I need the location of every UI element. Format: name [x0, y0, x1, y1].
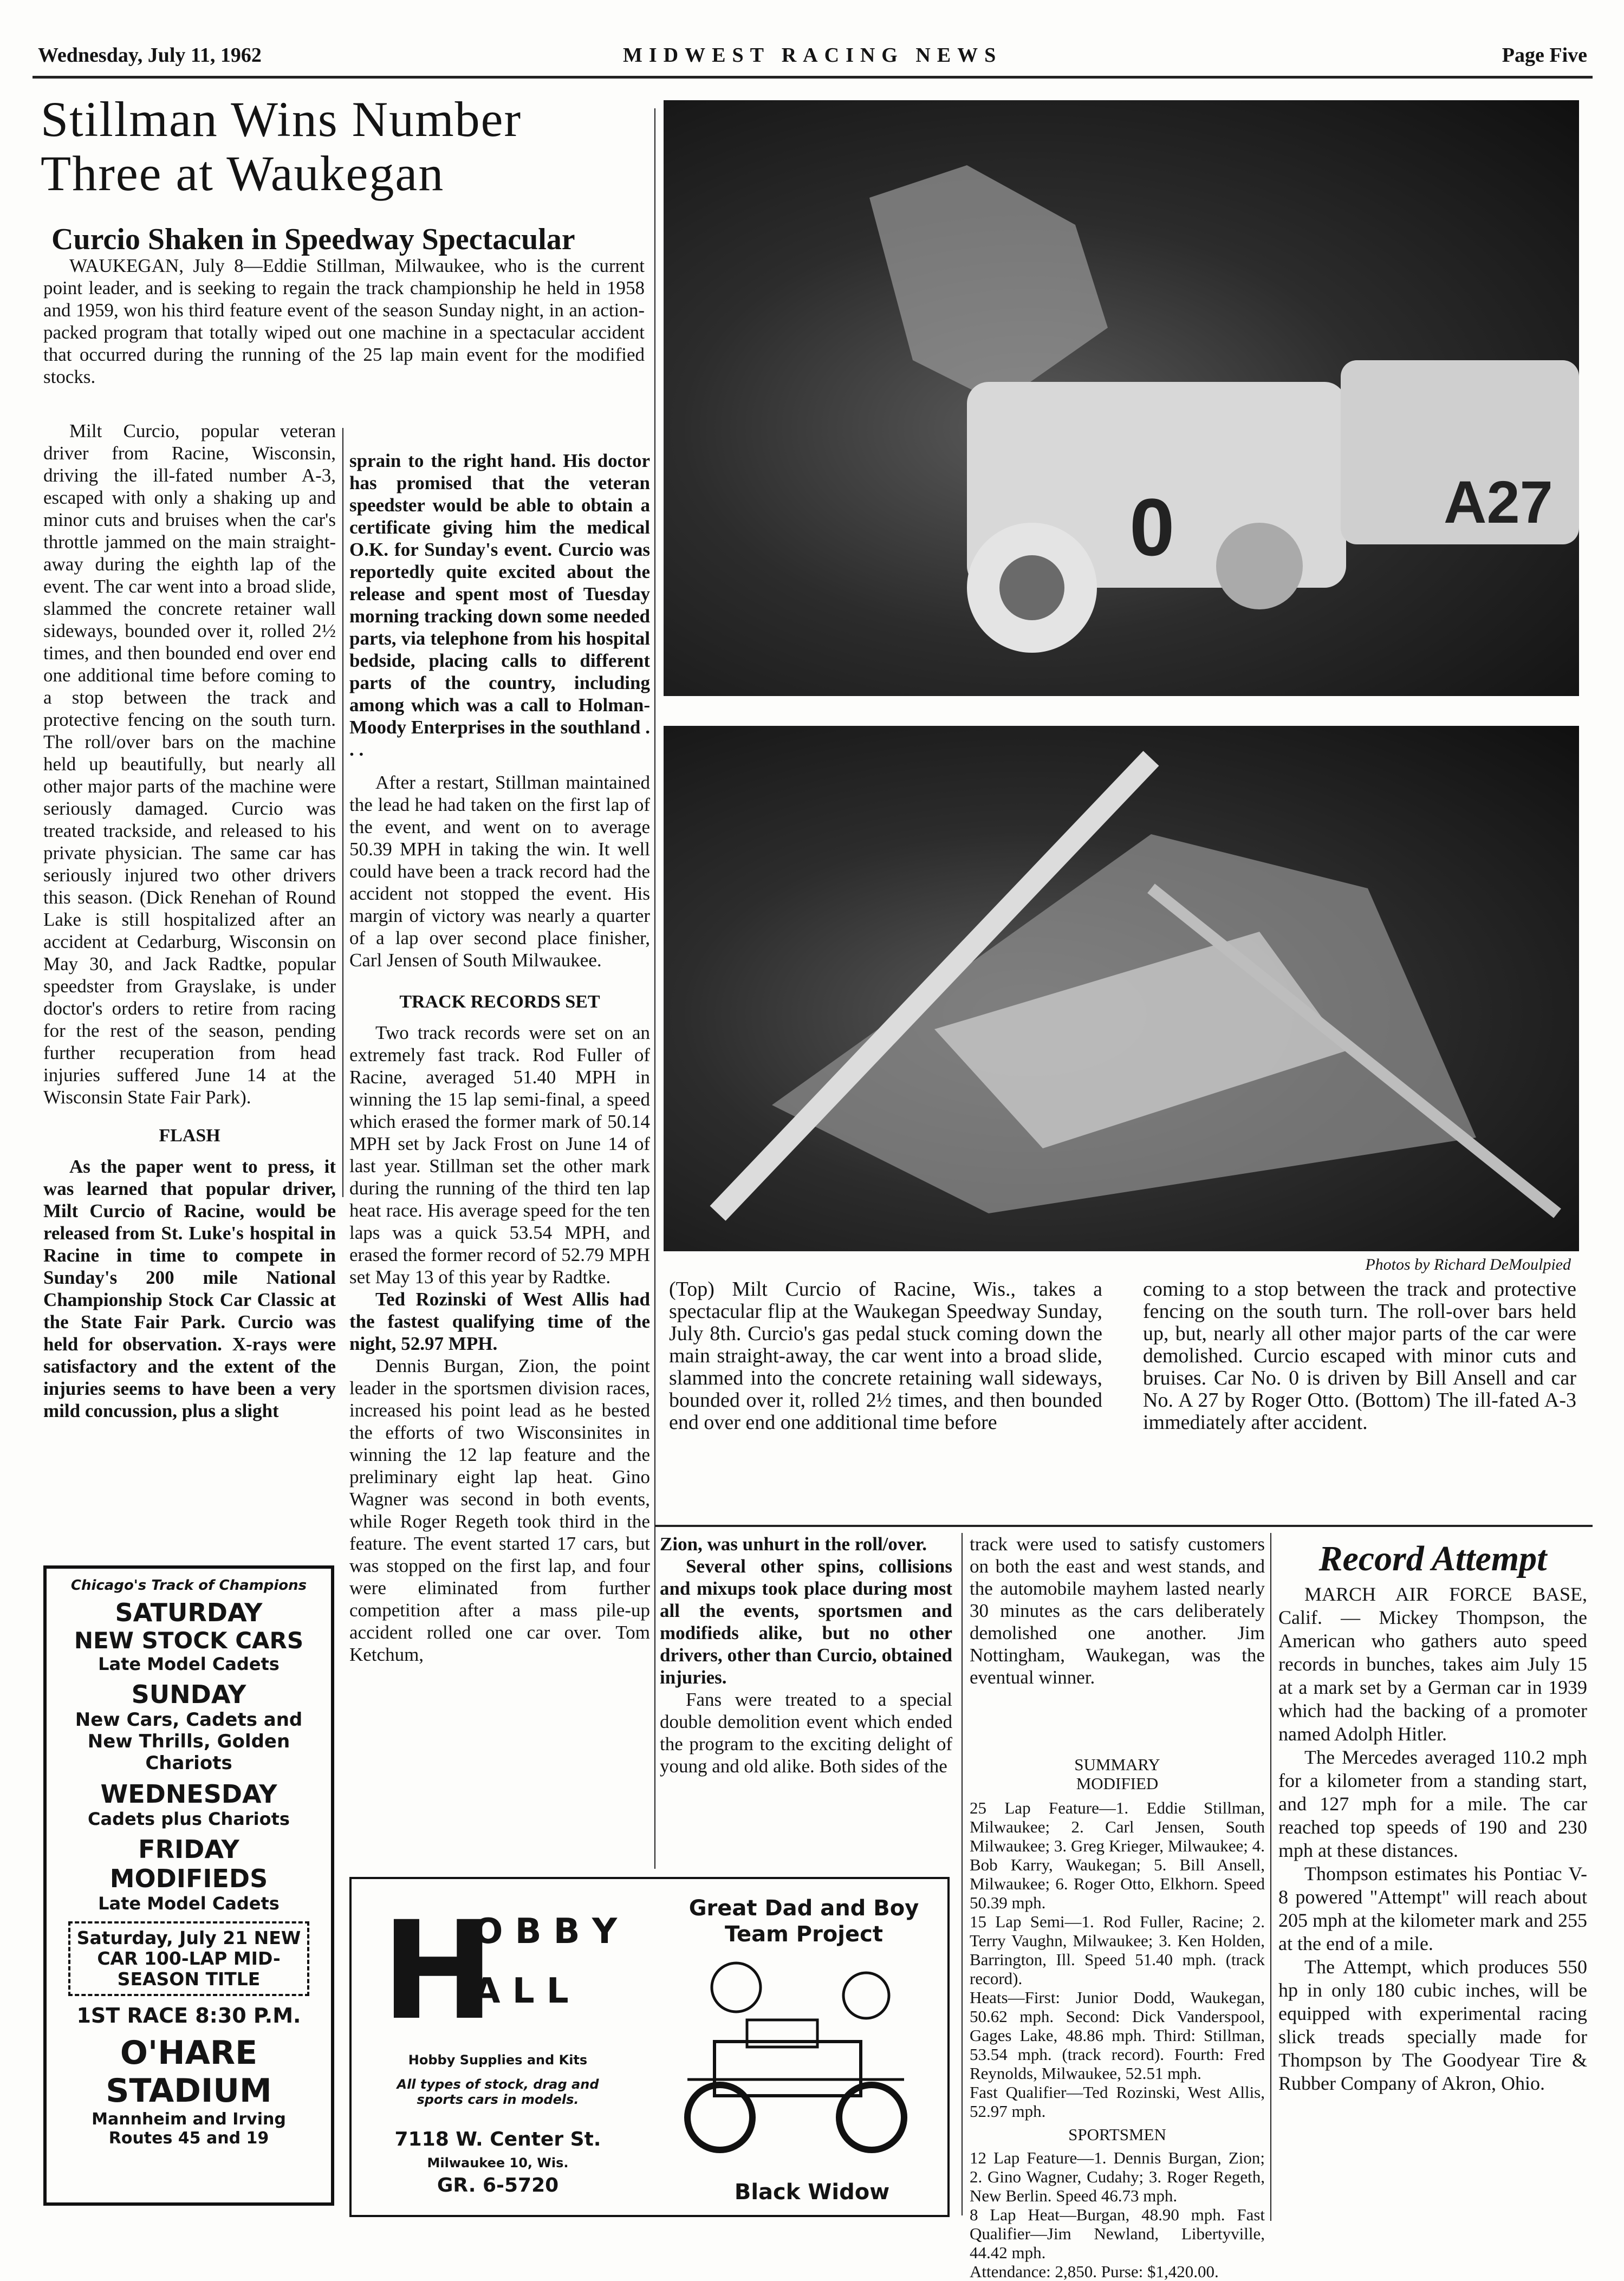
- column-1: [43, 420, 336, 1421]
- flash-text: As the paper went to press, it was learned that popular driver, Milt Curcio of Racine, would be released from St. Luke's hospital in Racine in time to compete in Sunday's 200 mile National Championship Stock Car Classic at the State Fair Park. Curcio was held for observation. X-rays were satisfactory and the extent of the injuries seems to have been a very mild concussion, plus a slight: [43, 1156, 336, 1421]
- hobby-city: Milwaukee 10, Wis.: [427, 2155, 569, 2170]
- sprain-paragraph: sprain to the right hand. His doctor has promised that the veteran speedster would be able to obtain a certificate giving him the medical O.K. for Sunday's event. Curcio was reportedly quite excited about the release and spent most of Tuesday morning tracking down some needed parts, via telephone from his hospital bedside, placing calls to different parts of the country, including among which was a call to Holman-Moody Enterprises in the southland . . .: [349, 450, 650, 760]
- mayhem-paragraph: track were used to satisfy customers on both the east and west stands, and the automobile mayhem lasted nearly 30 minutes as the cars deliberately demolished one another. Jim Nottingham, Waukegan, was the eventual winner.: [970, 1533, 1265, 1688]
- hobby-supplies: Hobby Supplies and Kits: [408, 2052, 588, 2068]
- hobby-phone: GR. 6-5720: [437, 2174, 559, 2196]
- record-paragraph-2: The Mercedes averaged 110.2 mph for a kilometer from a standing start, and 127 mph for a mile. The car reached top speeds of 190 and 230 mph at these distances.: [1278, 1746, 1587, 1861]
- ad-late-model-cadets-2: Late Model Cadets: [98, 1893, 280, 1914]
- subhead: Curcio Shaken in Speedway Spectacular: [51, 223, 575, 256]
- issue-date: Wednesday, July 11, 1962: [38, 44, 262, 67]
- ad-address: Mannheim and Irving Routes 45 and 19: [92, 2110, 286, 2148]
- summary-feature: 25 Lap Feature—1. Eddie Stillman, Milwaukee; 2. Carl Jensen, South Milwaukee; 3. Greg Krieger, Milwaukee; 4. Bob Karry, Waukegan; 5. Bill Ansell, Milwaukee; 6. Roger Otto, Elkhorn. Speed 50.39 mph.: [970, 1798, 1265, 1912]
- results-summary: [970, 1755, 1265, 2281]
- photo-credit: Photos by Richard DeMoulpied: [1365, 1256, 1571, 1273]
- ad-title-race-box: Saturday, July 21 NEW CAR 100-LAP MID-SEASON TITLE: [68, 1921, 309, 1996]
- hobby-all: A L L: [473, 1971, 569, 2011]
- hobby-promo: Great Dad and Boy Team Project: [688, 1896, 919, 1947]
- ohare-stadium-ad: [43, 1565, 334, 2206]
- spins-paragraph: Several other spins, collisions and mixups took place during most all the events, sportsmen and modifieds alike, but no other drivers, other than Curcio, obtained injuries.: [660, 1556, 952, 1688]
- column-rule-3: [962, 1533, 963, 2215]
- hobby-models: All types of stock, drag and sports cars in models.: [397, 2077, 599, 2107]
- column-rule-4: [1270, 1533, 1271, 2221]
- ad-wednesday: WEDNESDAY: [100, 1779, 277, 1809]
- ad-sunday: SUNDAY: [131, 1680, 246, 1709]
- ad-sunday-detail: New Cars, Cadets and New Thrills, Golden Chariots: [75, 1709, 303, 1774]
- page-number: Page Five: [1502, 44, 1587, 67]
- car-number-0: 0: [1129, 482, 1175, 573]
- burgan-paragraph: Dennis Burgan, Zion, the point leader in the sportsmen division races, increased his point lead as he bested the efforts of two Wisconsinites in winning the 12 lap feature and the preliminary eight lap heat. Gino Wagner was second in both events, while Roger Regeth took third in the feature. The event started 17 cars, but was stopped on the first lap, and four were eliminated from further competition after a mass pile-up accident rolled one car over. Tom Ketchum,: [349, 1355, 650, 1665]
- column-rule-2: [654, 108, 655, 1869]
- curcio-paragraph: Milt Curcio, popular veteran driver from Racine, Wisconsin, driving the ill-fated number A-3, escaped with only a shaking up and minor cuts and bruises when the car's throttle jammed on the main straight-away during the eighth lap of the event. The car went into a broad slide, slammed the concrete retainer wall sideways, bounded over it, rolled 2½ times, and then bounded end over end one additional time before coming to a stop between the track and protective fencing on the south turn. The roll/over bars on the machine held up beautifully, but nearly all other major parts of the machine were seriously damaged. Curcio was treated trackside, and released to his private physician. The same car has seriously injured two other drivers this season. (Dick Renehan of Round Lake is still hospitalized after an accident at Cedarburg, Wisconsin on May 30, and Jack Radtke, popular speedster from Grayslake, is under doctor's orders to retire from racing for the rest of the season, pending further recuperation from head injuries suffered June 14 at the Wisconsin State Fair Park).: [43, 420, 336, 1108]
- flash-title: FLASH: [159, 1126, 220, 1146]
- paper-name: MIDWEST RACING NEWS: [623, 44, 1003, 67]
- lead-paragraph: [43, 255, 645, 388]
- records-title: TRACK RECORDS SET: [399, 992, 600, 1012]
- record-title: Record Attempt: [1318, 1539, 1547, 1578]
- ad-first-race: 1ST RACE 8:30 P.M.: [76, 2004, 301, 2027]
- caption-bottom-rule: [655, 1525, 1593, 1527]
- record-paragraph-3: Thompson estimates his Pontiac V-8 powered "Attempt" will reach about 205 mph at the kilometer mark and 255 at the end of a mile.: [1278, 1863, 1587, 1954]
- column-4: [970, 1533, 1265, 1688]
- summary-semi: 15 Lap Semi—1. Rod Fuller, Racine; 2. Terry Vaughn, Milwaukee; 3. Ken Holden, Barrington, Ill. Speed 51.40 mph. (track record).: [970, 1912, 1265, 1988]
- photo-top-illustration: [664, 100, 1579, 696]
- summary-subtitle: MODIFIED: [1076, 1774, 1159, 1793]
- masthead: [38, 43, 1587, 78]
- sportsmen-feature: 12 Lap Feature—1. Dennis Burgan, Zion; 2. Gino Wagner, Cudahy; 3. Roger Regeth, New Berlin. Speed 46.73 mph.: [970, 2148, 1265, 2205]
- record-paragraph-4: The Attempt, which produces 550 hp in only 180 cubic inches, will be equipped with experimental racing slick treads specially made for Thompson by The Goodyear Tire & Rubber Company of Akron, Ohio.: [1278, 1956, 1587, 2094]
- photo-caption-left: (Top) Milt Curcio of Racine, Wis., takes a spectacular flip at the Waukegan Speedway Sunday, July 8th. Curcio's gas pedal stuck coming down the main straight-away, the car went into a broad slide, slammed into the concrete retaining wall sideways, bounded over it, rolled 2½ times, and then bounded end over end one additional time before: [669, 1278, 1102, 1434]
- headline: [41, 92, 647, 200]
- ketchum-paragraph: Zion, was unhurt in the roll/over.: [660, 1533, 927, 1555]
- ad-saturday: SATURDAY: [115, 1598, 263, 1627]
- summary-fast-qualifier: Fast Qualifier—Ted Rozinski, West Allis, 52.97 mph.: [970, 2083, 1265, 2121]
- summary-heats: Heats—First: Junior Dodd, Waukegan, 50.62 mph. Second: Dick Vanderspool, Gages Lake, 48.86 mph. Third: Stillman, 53.54 mph. (track record). Fourth: Fred Reynolds, Milwaukee, 52.51 mph.: [970, 1988, 1265, 2083]
- column-rule-1: [342, 428, 343, 1197]
- headline-line-1: Stillman Wins Number: [41, 92, 522, 147]
- demolition-paragraph: Fans were treated to a special double demolition event which ended the program to the exciting delight of young and old alike. Both sides of the: [660, 1689, 952, 1777]
- photo-top-flip: [664, 100, 1579, 696]
- attendance: Attendance: 2,850. Purse: $1,420.00.: [970, 2262, 1219, 2281]
- ad-stadium: STADIUM: [106, 2072, 272, 2110]
- hobby-black-widow: Black Widow: [734, 2180, 890, 2205]
- ad-modifieds: MODIFIEDS: [109, 1864, 268, 1893]
- ad-new-stock-cars: NEW STOCK CARS: [74, 1627, 304, 1654]
- headline-line-2: Three at Waukegan: [41, 146, 445, 201]
- sportsmen-heat: 8 Lap Heat—Burgan, 48.90 mph. Fast Qualifier—Jim Newland, Libertyville, 44.42 mph.: [970, 2205, 1265, 2262]
- masthead-rule: [33, 76, 1593, 79]
- hobby-big-h: H: [381, 1892, 495, 2050]
- ad-tagline: Chicago's Track of Champions: [70, 1577, 307, 1594]
- lead-text: WAUKEGAN, July 8—Eddie Stillman, Milwaukee, who is the current point leader, and is seeking to regain the track championship he held in 1958 and 1959, won his third feature event of the season Sunday night, in an action-packed program that totally wiped out one machine in a spectacular accident that occurred during the running of the 25 lap main event for the modified stocks.: [43, 255, 645, 387]
- column-3: [660, 1533, 952, 1874]
- summary-title: SUMMARY: [1074, 1755, 1160, 1774]
- column-2: [349, 450, 650, 1863]
- hobby-obby: O B B Y: [473, 1912, 618, 1952]
- records-paragraph: Two track records were set on an extremely fast track. Rod Fuller of Racine, averaged 51.40 MPH in winning the 15 lap semi-final, a speed which erased the former mark of 50.14 MPH set by Jack Frost on June 14 of last year. Stillman set the other mark during the running of the third ten lap heat race. His average speed for the ten laps was a quick 53.54 MPH, and erased the former record of 52.79 MPH set May 13 of this year by Radtke.: [349, 1022, 650, 1288]
- black-widow-car-drawing: [655, 1955, 937, 2166]
- rozinski-paragraph: Ted Rozinski of West Allis had the fastest qualifying time of the night, 52.97 MPH.: [349, 1289, 650, 1354]
- photo-caption-right: coming to a stop between the track and protective fencing on the south turn. The roll-over bars held up, but, nearly all other major parts of the car were demolished. Curcio escaped with minor cuts and bruises. Car No. 0 is driven by Bill Ansell and car No. A 27 by Roger Otto. (Bottom) The ill-fated A-3 immediately after accident.: [1143, 1278, 1576, 1434]
- hobby-street: 7118 W. Center St.: [394, 2128, 601, 2150]
- photo-bottom-illustration: [664, 726, 1579, 1251]
- car-number-a27: A27: [1444, 469, 1553, 536]
- record-attempt-story: [1278, 1538, 1587, 2095]
- ad-friday: FRIDAY: [138, 1835, 239, 1864]
- sportsmen-title: SPORTSMEN: [1068, 2125, 1166, 2144]
- photo-bottom-wreck: [664, 726, 1579, 1251]
- ad-ohare: O'HARE: [120, 2034, 258, 2072]
- record-paragraph-1: MARCH AIR FORCE BASE, Calif. — Mickey Thompson, the American who gathers auto speed records in bunches, takes aim July 15 at a mark set by a German car in 1939 which had the backing of a promoter named Adolph Hitler.: [1278, 1583, 1587, 1745]
- hobby-hall-ad: [349, 1877, 950, 2217]
- ad-late-model-cadets: Late Model Cadets: [98, 1654, 280, 1674]
- restart-paragraph: After a restart, Stillman maintained the lead he had taken on the first lap of the event, and went on to average 50.39 MPH in taking the win. It well could have been a track record had the accident not stopped the event. His margin of victory was nearly a quarter of a lap over second place finisher, Carl Jensen of South Milwaukee.: [349, 772, 650, 971]
- ad-cadets-chariots: Cadets plus Chariots: [88, 1809, 290, 1829]
